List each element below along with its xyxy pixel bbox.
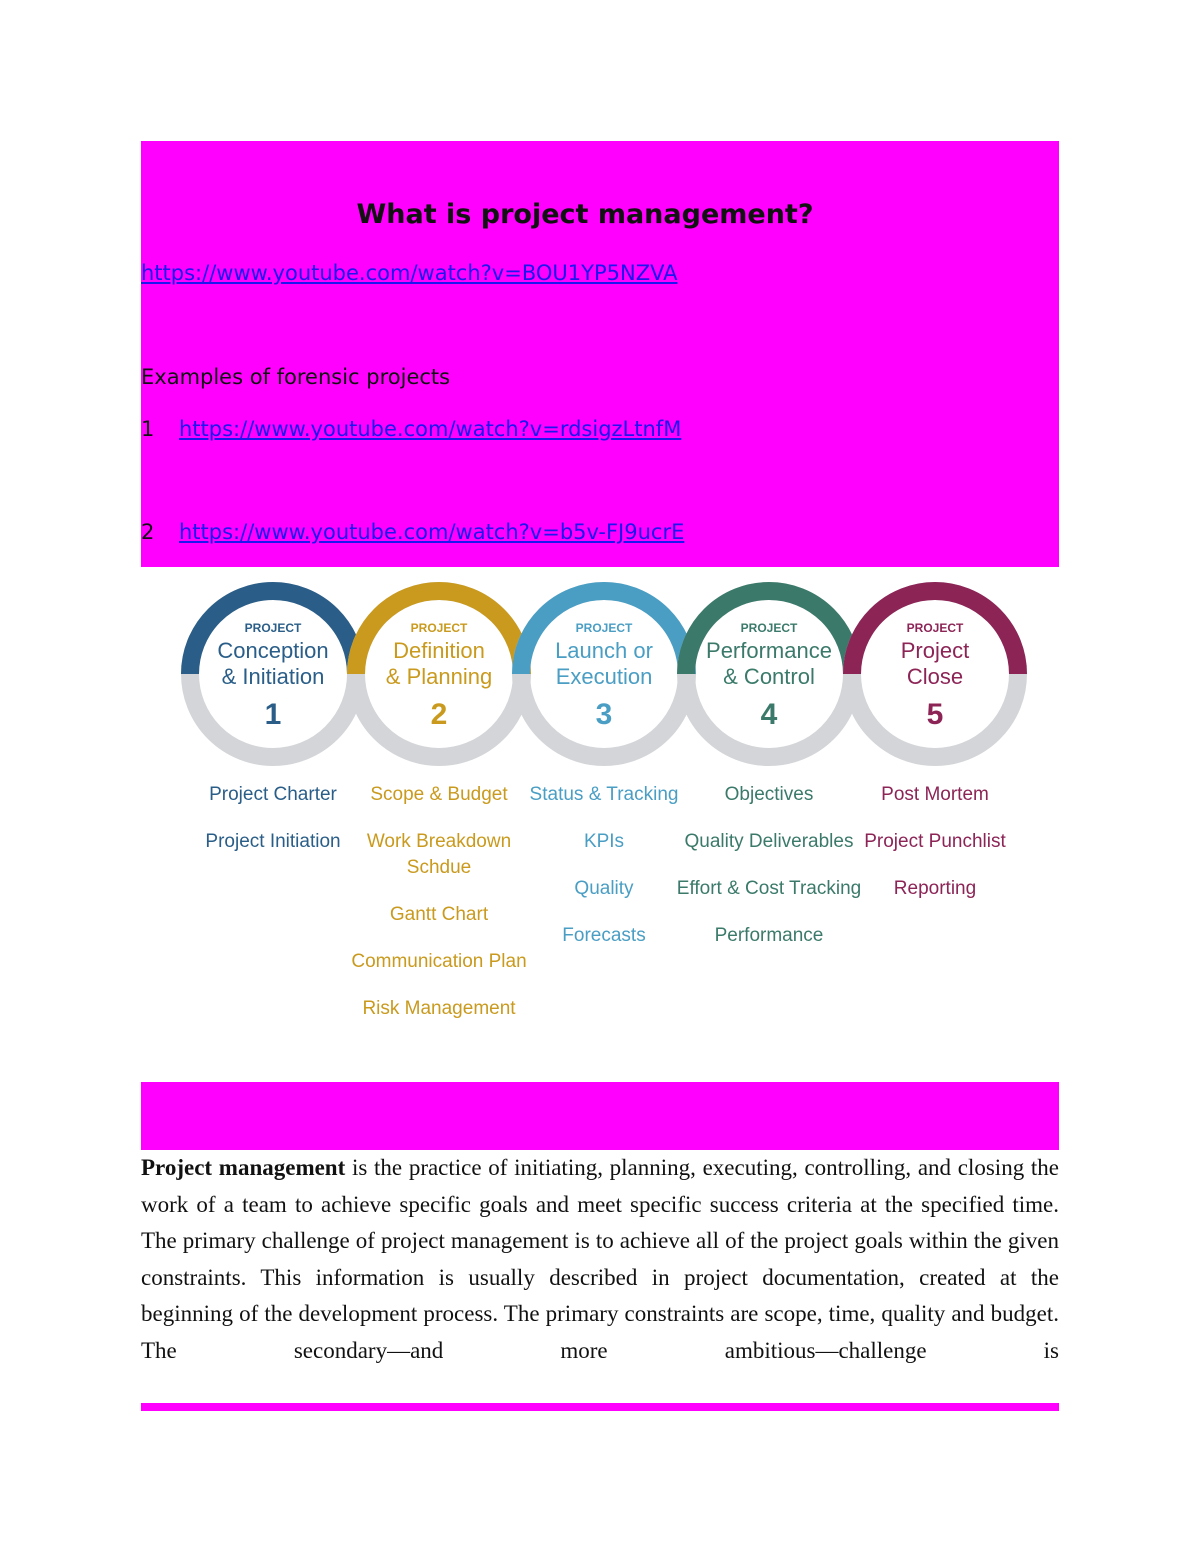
phase-kicker: PROJECT [410,621,468,635]
phase-title-line2: Close [906,664,964,689]
phase-circles [170,572,1040,772]
example-link-1[interactable]: https://www.youtube.com/watch?v=rdsigzLtnfM [179,417,682,441]
main-video-link[interactable]: https://www.youtube.com/watch?v=BOU1YP5NZVA [141,261,678,285]
phase-item: Risk Management [362,998,516,1019]
phase-title-line1: Performance [706,638,832,663]
phase-items-column-5 [840,782,1030,923]
phase-item: Communication Plan [351,951,527,972]
body-paragraph [141,1150,1059,1369]
phase-item: Objectives [724,784,814,805]
project-lifecycle-diagram [170,572,1040,1072]
phase-item: Project Charter [209,784,337,805]
phase-kicker: PROJECT [906,621,964,635]
phase-circle-5 [852,591,1018,757]
phase-circle-4 [686,591,852,757]
phase-items-column-1 [178,782,368,876]
phase-title-line2: Execution [555,664,653,689]
phase-number: 2 [430,698,448,731]
body-text: is the practice of initiating, planning, executing, controlling, and closing the work of a team to achieve specific goals and meet specific success criteria at the specified time. The primary challenge of project management is to achieve all of the project goals within the given constraints. This information is usually described in project documentation, created at the beginning of the development process. The primary constraints are scope, time, quality and budget. The secondary—and more ambitious—challenge is [141,1155,1059,1363]
page-title: What is project management? [356,199,814,230]
phase-title-line2: & Planning [385,664,493,689]
phase-number: 4 [760,698,778,731]
phase-item: KPIs [583,831,625,852]
phase-title-line1: Conception [217,638,329,663]
header-highlight-box [141,141,1059,567]
phase-item: Forecasts [562,925,646,946]
phase-title-line1: Project [900,638,970,663]
phase-item: Performance [714,925,824,946]
phase-items-column-4 [674,782,864,970]
phase-number: 1 [264,698,282,731]
example-link-2[interactable]: https://www.youtube.com/watch?v=b5v-FJ9ucrE [179,520,685,544]
phase-kicker: PROJECT [740,621,798,635]
example-number: 2 [141,520,155,544]
section-highlight-bar [141,1082,1059,1150]
phase-item: Project Punchlist [864,831,1006,852]
phase-item: Effort & Cost Tracking [676,878,862,899]
phase-circle-3 [521,591,687,757]
phase-title-line2: & Initiation [221,664,325,689]
examples-label: Examples of forensic projects [141,365,451,389]
phase-number: 3 [595,698,613,731]
phase-title-line2: & Control [723,664,815,689]
phase-circle-2 [356,591,522,757]
phase-items-column-3 [509,782,699,970]
phase-item: Quality Deliverables [684,831,854,852]
phase-item: Project Initiation [205,831,341,852]
bottom-highlight-line [141,1403,1059,1411]
phase-number: 5 [926,698,944,731]
phase-circle-1 [190,591,356,757]
phase-item: Quality [574,878,634,899]
phase-item: Gantt Chart [389,904,489,925]
phase-item: Post Mortem [881,784,989,805]
body-lead-bold: Project management [141,1155,346,1180]
phase-item: Status & Tracking [529,784,679,805]
phase-item: Reporting [893,878,977,899]
phase-title-line1: Launch or [555,638,653,663]
example-number: 1 [141,417,155,441]
phase-item: Scope & Budget [370,784,508,805]
phase-items-column-2 [344,782,534,1043]
phase-item: Work Breakdown Schdue [366,831,512,878]
phase-title-line1: Definition [393,638,485,663]
phase-kicker: PROJECT [575,621,633,635]
phase-kicker: PROJECT [244,621,302,635]
